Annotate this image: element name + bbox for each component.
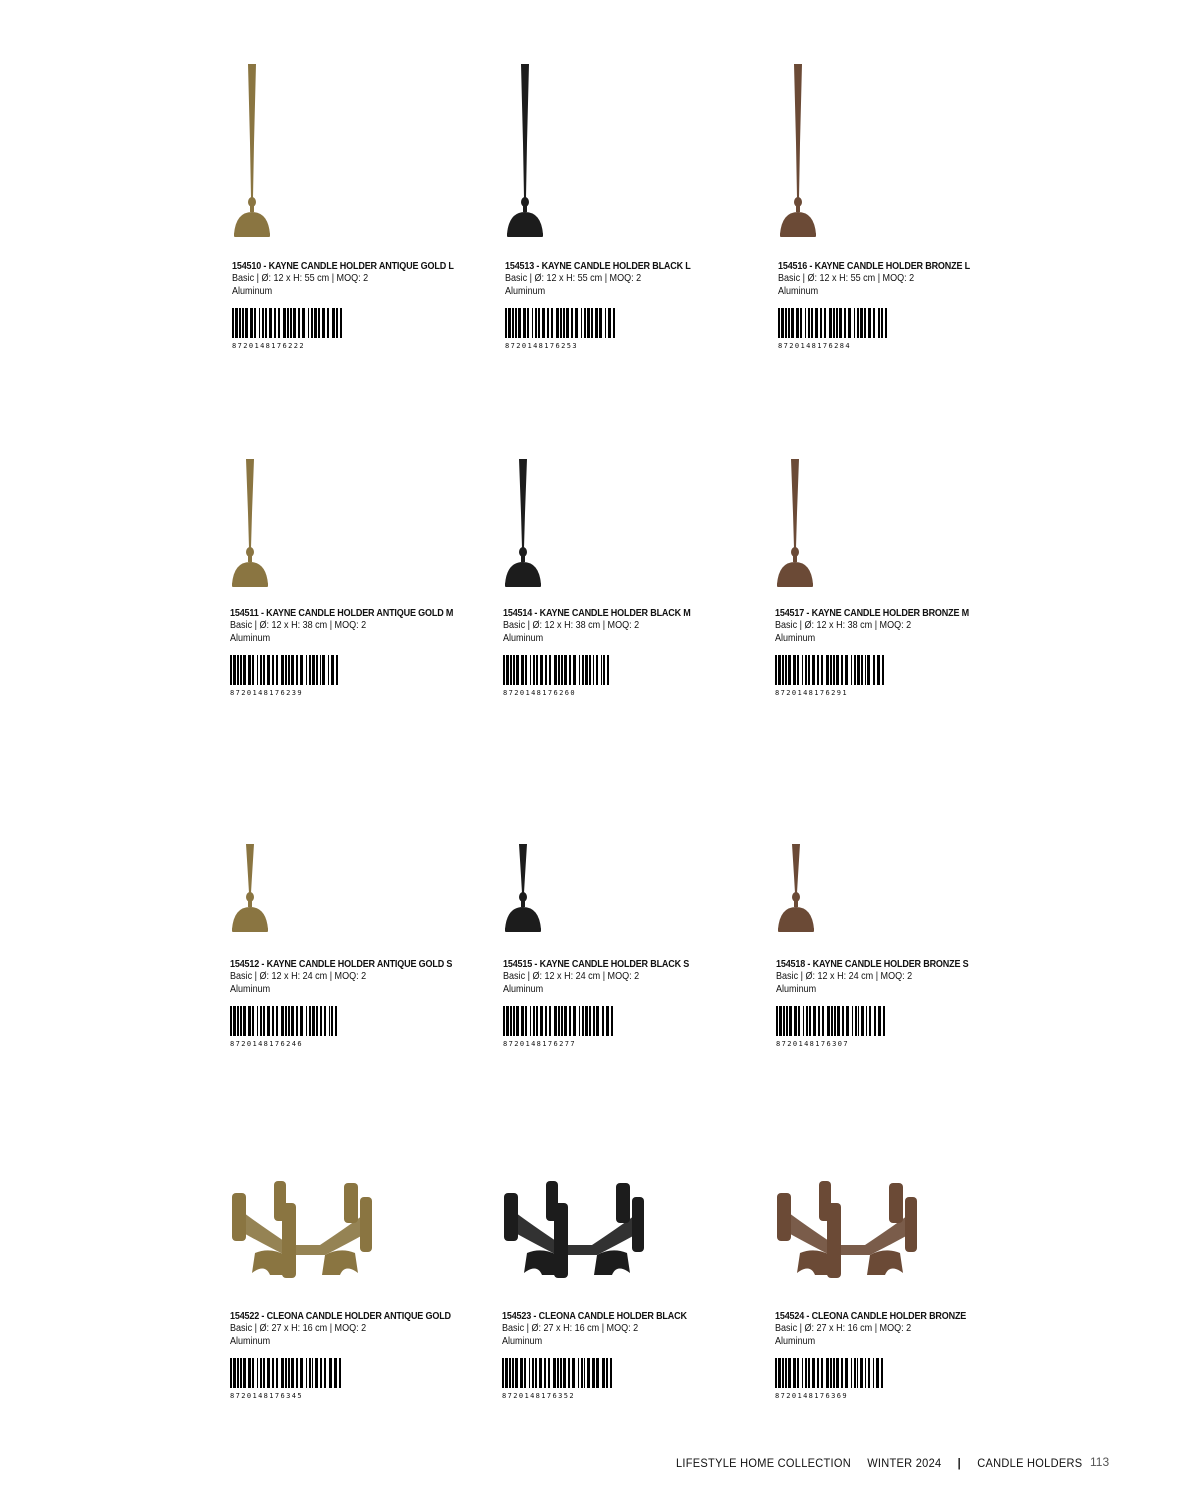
product-image [505,60,655,240]
product-spec: Basic | Ø: 12 x H: 24 cm | MOQ: 2 [230,970,367,982]
barcode [230,1006,490,1036]
footer-separator: | [957,1456,962,1470]
product-title: 154513 - KAYNE CANDLE HOLDER BLACK L [505,260,691,272]
product-material: Aluminum [775,1335,816,1347]
product-title: 154515 - KAYNE CANDLE HOLDER BLACK S [503,958,690,970]
product-spec: Basic | Ø: 12 x H: 38 cm | MOQ: 2 [230,619,367,631]
product-image [502,1175,652,1285]
product-material: Aluminum [230,632,271,644]
product-material: Aluminum [776,983,817,995]
barcode [503,1006,763,1036]
product-title: 154518 - KAYNE CANDLE HOLDER BRONZE S [776,958,969,970]
product-material: Aluminum [503,983,544,995]
product-material: Aluminum [232,285,273,297]
product-image [775,455,925,590]
ean-number: 8720148176222 [232,342,305,350]
product-title: 154514 - KAYNE CANDLE HOLDER BLACK M [503,607,691,619]
product-spec: Basic | Ø: 12 x H: 38 cm | MOQ: 2 [775,619,912,631]
product-image [230,840,380,935]
product-spec: Basic | Ø: 12 x H: 55 cm | MOQ: 2 [232,272,369,284]
ean-number: 8720148176246 [230,1040,303,1048]
barcode [505,308,765,338]
barcode [502,1358,762,1388]
barcode [503,655,763,685]
product-spec: Basic | Ø: 27 x H: 16 cm | MOQ: 2 [502,1322,639,1334]
ean-number: 8720148176260 [503,689,576,697]
product-material: Aluminum [502,1335,543,1347]
ean-number: 8720148176284 [778,342,851,350]
product-title: 154511 - KAYNE CANDLE HOLDER ANTIQUE GOLD M [230,607,454,619]
product-spec: Basic | Ø: 27 x H: 16 cm | MOQ: 2 [775,1322,912,1334]
product-image [230,455,380,590]
product-title: 154524 - CLEONA CANDLE HOLDER BRONZE [775,1310,967,1322]
product-image [503,840,653,935]
product-spec: Basic | Ø: 27 x H: 16 cm | MOQ: 2 [230,1322,367,1334]
product-image [776,840,926,935]
barcode [775,655,1035,685]
product-title: 154523 - CLEONA CANDLE HOLDER BLACK [502,1310,687,1322]
product-title: 154516 - KAYNE CANDLE HOLDER BRONZE L [778,260,971,272]
product-material: Aluminum [505,285,546,297]
ean-number: 8720148176291 [775,689,848,697]
product-spec: Basic | Ø: 12 x H: 55 cm | MOQ: 2 [505,272,642,284]
product-title: 154512 - KAYNE CANDLE HOLDER ANTIQUE GOLD S [230,958,453,970]
product-material: Aluminum [503,632,544,644]
product-image [775,1175,925,1285]
footer-category: CANDLE HOLDERS [977,1456,1083,1470]
product-material: Aluminum [775,632,816,644]
product-image [778,60,928,240]
barcode [775,1358,1035,1388]
product-material: Aluminum [230,983,271,995]
page-footer [676,1456,1095,1470]
product-image [503,455,653,590]
product-spec: Basic | Ø: 12 x H: 24 cm | MOQ: 2 [503,970,640,982]
footer-season: WINTER 2024 [867,1456,942,1470]
barcode [232,308,492,338]
barcode [230,1358,490,1388]
product-title: 154522 - CLEONA CANDLE HOLDER ANTIQUE GOLD [230,1310,451,1322]
barcode [230,655,490,685]
product-title: 154517 - KAYNE CANDLE HOLDER BRONZE M [775,607,970,619]
ean-number: 8720148176369 [775,1392,848,1400]
ean-number: 8720148176307 [776,1040,849,1048]
product-image [232,60,382,240]
ean-number: 8720148176277 [503,1040,576,1048]
ean-number: 8720148176239 [230,689,303,697]
ean-number: 8720148176345 [230,1392,303,1400]
product-spec: Basic | Ø: 12 x H: 24 cm | MOQ: 2 [776,970,913,982]
product-spec: Basic | Ø: 12 x H: 38 cm | MOQ: 2 [503,619,640,631]
product-title: 154510 - KAYNE CANDLE HOLDER ANTIQUE GOLD L [232,260,454,272]
product-material: Aluminum [230,1335,271,1347]
barcode [776,1006,1036,1036]
ean-number: 8720148176352 [502,1392,575,1400]
footer-collection: LIFESTYLE HOME COLLECTION [676,1456,852,1470]
ean-number: 8720148176253 [505,342,578,350]
barcode [778,308,1038,338]
page-number: 113 [1090,1455,1110,1469]
product-spec: Basic | Ø: 12 x H: 55 cm | MOQ: 2 [778,272,915,284]
product-image [230,1175,380,1285]
product-material: Aluminum [778,285,819,297]
